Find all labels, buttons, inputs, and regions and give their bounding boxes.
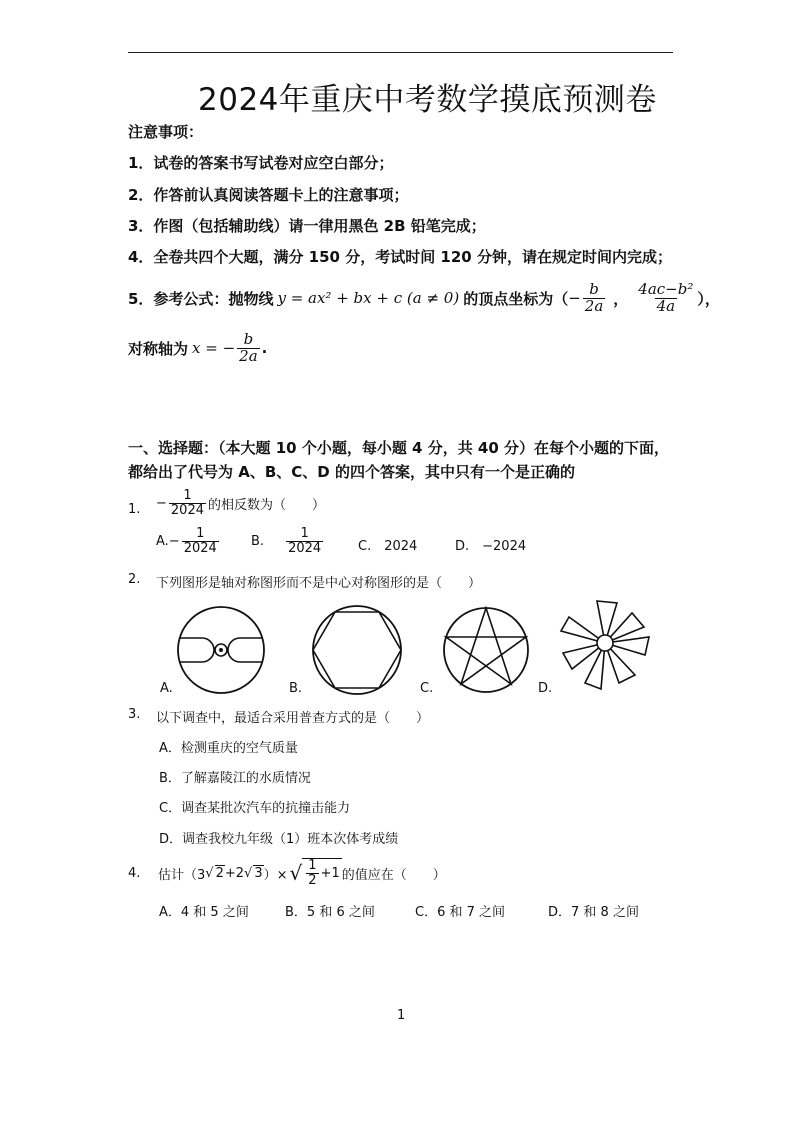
vertex-y-denominator: 4a bbox=[656, 296, 676, 315]
q1-option-d[interactable]: D. −2024 bbox=[455, 539, 527, 554]
q4-option-d[interactable]: D．7 和 8 之间 bbox=[548, 905, 639, 920]
axis-line: 对称轴为 x = − $\frac{b}{2a}$ . bbox=[128, 330, 268, 365]
q4-option-b[interactable]: B．5 和 6 之间 bbox=[285, 905, 375, 920]
q3-option-d[interactable]: D．调查我校九年级（1）班本次体考成绩 bbox=[159, 832, 399, 847]
vertex-y-numerator: 4ac−b² bbox=[638, 280, 694, 298]
q4-radical-body bbox=[302, 858, 341, 887]
q2-figure-a bbox=[176, 605, 266, 695]
q2-option-d[interactable]: D. bbox=[538, 681, 553, 696]
note-5: 5．参考公式：抛物线 y = ax² + bx + c (a ≠ 0) 的顶点坐标为（ − $\frac{b}{2a}$ ， $\frac{\text{4ac−b²}}{4a}$ ）， bbox=[128, 280, 720, 315]
q1-option-b-denominator: 2024 bbox=[288, 540, 322, 556]
q2-option-a[interactable]: A. bbox=[160, 681, 173, 696]
q2-figure-c bbox=[441, 605, 531, 695]
axis-denominator: 2a bbox=[239, 346, 258, 365]
q2-number: 2. bbox=[128, 572, 141, 587]
q4-stem-mid: +2 bbox=[224, 865, 245, 881]
note-3: 3．作图（包括辅助线）请一律用黑色 2B 铅笔完成； bbox=[128, 217, 486, 235]
axis-numerator: b bbox=[243, 330, 254, 348]
q4-stem: 估计（3 √ 2 +2 √ 3 ）× √ $\frac{1}{2}$ +1 的值应在（ ） bbox=[158, 858, 446, 888]
q1-fraction bbox=[169, 489, 206, 517]
axis-prefix: 对称轴为 bbox=[128, 339, 189, 358]
q1-option-a[interactable]: A. − $\frac{1}{2024}$ bbox=[156, 526, 217, 556]
note-2: 2．作答前认真阅读答题卡上的注意事项； bbox=[128, 186, 409, 204]
q1-stem-text: 的相反数为（ ） bbox=[208, 497, 326, 513]
vertex-x-denominator: 2a bbox=[584, 296, 604, 315]
q1-option-a-label: A. bbox=[156, 533, 169, 549]
axis-equation: x = − bbox=[192, 339, 236, 358]
q4-stem-post: 的值应在（ ） bbox=[341, 867, 446, 883]
q4-option-c[interactable]: C．6 和 7 之间 bbox=[415, 905, 506, 920]
q4-fraction bbox=[306, 859, 318, 887]
q2-option-b[interactable]: B. bbox=[289, 681, 303, 696]
page-number: 1 bbox=[397, 1008, 406, 1023]
q3-stem: 以下调查中，最适合采用普查方式的是（ ） bbox=[156, 711, 430, 726]
q4-stem-close: ）× bbox=[263, 867, 288, 883]
q4-plus-one: +1 bbox=[320, 866, 340, 881]
notes-heading: 注意事项： bbox=[128, 123, 204, 141]
q2-stem: 下列图形是轴对称图形而不是中心对称图形的是（ ） bbox=[156, 576, 482, 591]
note-5-mid: 的顶点坐标为（ bbox=[463, 289, 569, 308]
parabola-formula: y = ax² + bx + c (a ≠ 0) bbox=[277, 289, 460, 308]
section1-line1: 一、选择题：（本大题 10 个小题，每小题 4 分，共 40 分）在每个小题的下面， bbox=[128, 439, 670, 457]
q1-option-b-label: B. bbox=[251, 533, 265, 549]
q4-number: 4. bbox=[128, 866, 141, 881]
q1-denominator: 2024 bbox=[170, 502, 204, 518]
q1-numerator: 1 bbox=[183, 488, 192, 503]
header-rule bbox=[128, 52, 673, 53]
q3-number: 3. bbox=[128, 707, 141, 722]
vertex-x-numerator: b bbox=[589, 280, 599, 298]
q1-number: 1. bbox=[128, 502, 141, 517]
vertex-x-fraction bbox=[583, 282, 606, 315]
vertex-y-fraction bbox=[636, 282, 695, 315]
q1-stem: − $\frac{1}{2024}$ 的相反数为（ ） bbox=[156, 488, 326, 518]
note-1: 1．试卷的答案书写试卷对应空白部分； bbox=[128, 154, 394, 172]
q4-option-a[interactable]: A．4 和 5 之间 bbox=[159, 905, 249, 920]
q3-option-a[interactable]: A．检测重庆的空气质量 bbox=[159, 741, 298, 756]
q1-option-b[interactable] bbox=[251, 527, 325, 555]
q4-numerator: 1 bbox=[308, 858, 317, 874]
q2-figure-d bbox=[555, 598, 655, 698]
note-5-end: ）， bbox=[697, 289, 720, 308]
page-title: 2024年重庆中考数学摸底预测卷 bbox=[198, 82, 657, 118]
q1-option-b-fraction bbox=[286, 527, 323, 555]
q1-option-b-numerator: 1 bbox=[300, 526, 309, 541]
q4-radicand-1: 2 bbox=[215, 866, 224, 881]
q2-figure-b bbox=[309, 605, 409, 695]
q3-option-b[interactable]: B．了解嘉陵江的水质情况 bbox=[159, 771, 311, 786]
q1-option-a-denominator: 2024 bbox=[183, 540, 217, 556]
q2-option-c[interactable]: C. bbox=[420, 681, 434, 696]
note-4: 4．全卷共四个大题，满分 150 分，考试时间 120 分钟，请在规定时间内完成； bbox=[128, 248, 672, 266]
q1-option-c[interactable]: C. 2024 bbox=[358, 539, 418, 554]
q4-radicand-2: 3 bbox=[254, 866, 263, 881]
q3-option-c[interactable]: C．调查某批次汽车的抗撞击能力 bbox=[159, 801, 351, 816]
q4-denominator: 2 bbox=[308, 873, 317, 888]
q4-stem-pre: 估计（3 bbox=[158, 867, 206, 883]
section1-line2: 都给出了代号为 A、B、C、D 的四个答案，其中只有一个是正确的 bbox=[128, 463, 575, 481]
q1-option-a-numerator: 1 bbox=[196, 526, 205, 541]
note-5-prefix: 5．参考公式：抛物线 bbox=[128, 289, 274, 308]
axis-fraction bbox=[237, 332, 260, 365]
q1-option-a-fraction bbox=[182, 527, 219, 555]
